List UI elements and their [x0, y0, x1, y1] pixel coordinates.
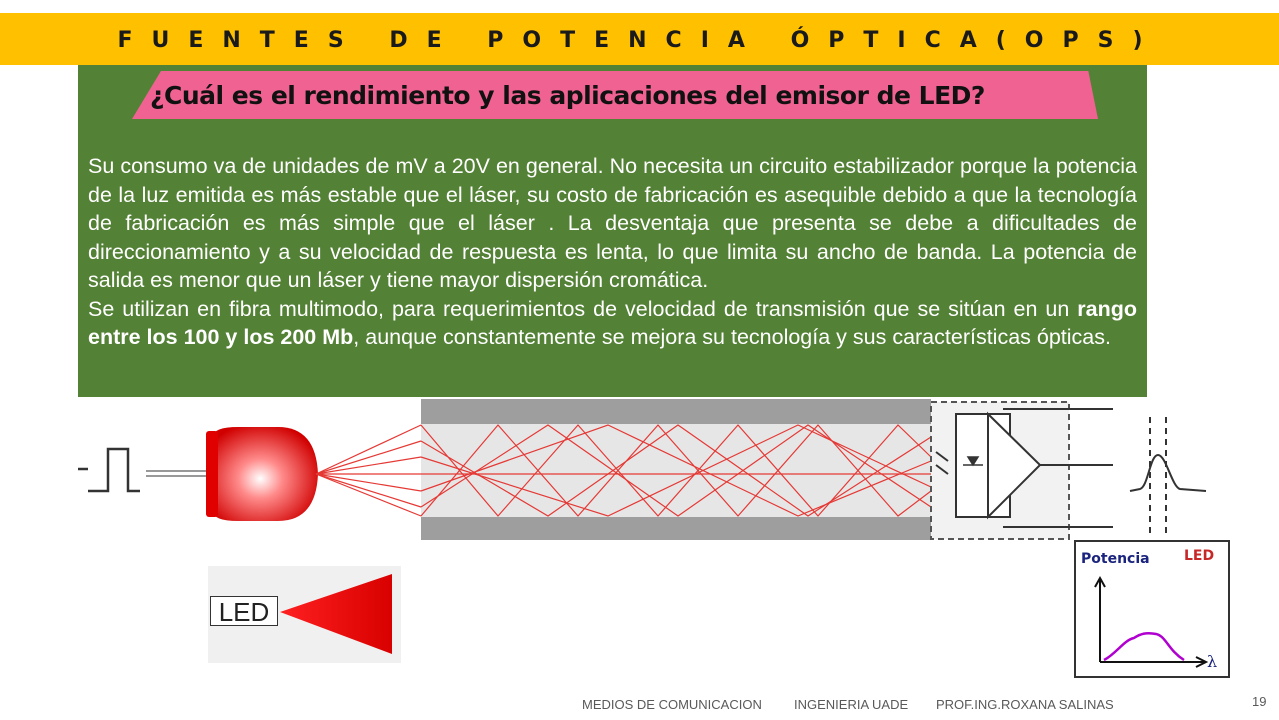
- body-text: [88, 152, 1137, 352]
- fiber-cladding-top: [421, 399, 931, 424]
- body-p2-start: Se utilizan en fibra multimodo, para requerimientos de velocidad de transmisión que se sitúan en un: [88, 296, 1078, 321]
- led-base: [206, 431, 218, 517]
- led-label: LED: [210, 596, 278, 626]
- led-fiber-diagram: [78, 397, 1208, 547]
- body-p2-end: , aunque constantemente se mejora su tecnología y sus características ópticas.: [353, 325, 1111, 349]
- fiber-cladding-bottom: [421, 517, 931, 540]
- slide-title: FUENTES DE POTENCIA ÓPTICA(OPS): [117, 28, 1162, 53]
- spectrum-xlabel: λ: [1207, 652, 1218, 671]
- led-body: [213, 427, 318, 521]
- question-heading: ¿Cuál es el rendimiento y las aplicaciones del emisor de LED?: [150, 81, 985, 110]
- fiber-core: [421, 424, 931, 517]
- footer-institution: INGENIERIA UADE: [794, 697, 909, 712]
- body-paragraph-2: [88, 295, 1137, 352]
- footer-professor: PROF.ING.ROXANA SALINAS: [936, 697, 1114, 712]
- header-bar: [0, 13, 1279, 65]
- page-number: 19: [1252, 694, 1267, 709]
- body-paragraph-1: Su consumo va de unidades de mV a 20V en general. No necesita un circuito estabilizador porque la potencia de la luz emitida es más estable que el láser, su costo de fabricación es asequible debido a que la tecnología de fabricación es más simple que el láser . La desventaja que presenta se debe a dificultades de direccionamiento y a su velocidad de respuesta es lenta, lo que limita su ancho de banda. La potencia de salida es menor que un láser y tiene mayor dispersión cromática.: [88, 154, 1137, 292]
- input-pulse: [78, 449, 140, 491]
- spectrum-curve: [1104, 633, 1184, 660]
- spectrum-series-label: LED: [1184, 548, 1215, 564]
- output-pulse: [1130, 417, 1206, 537]
- spectrum-ylabel: Potencia: [1081, 551, 1150, 567]
- footer-course: MEDIOS DE COMUNICACION: [582, 697, 762, 712]
- body-p2-bold: rango entre los 100 y los 200 Mb: [88, 296, 1137, 349]
